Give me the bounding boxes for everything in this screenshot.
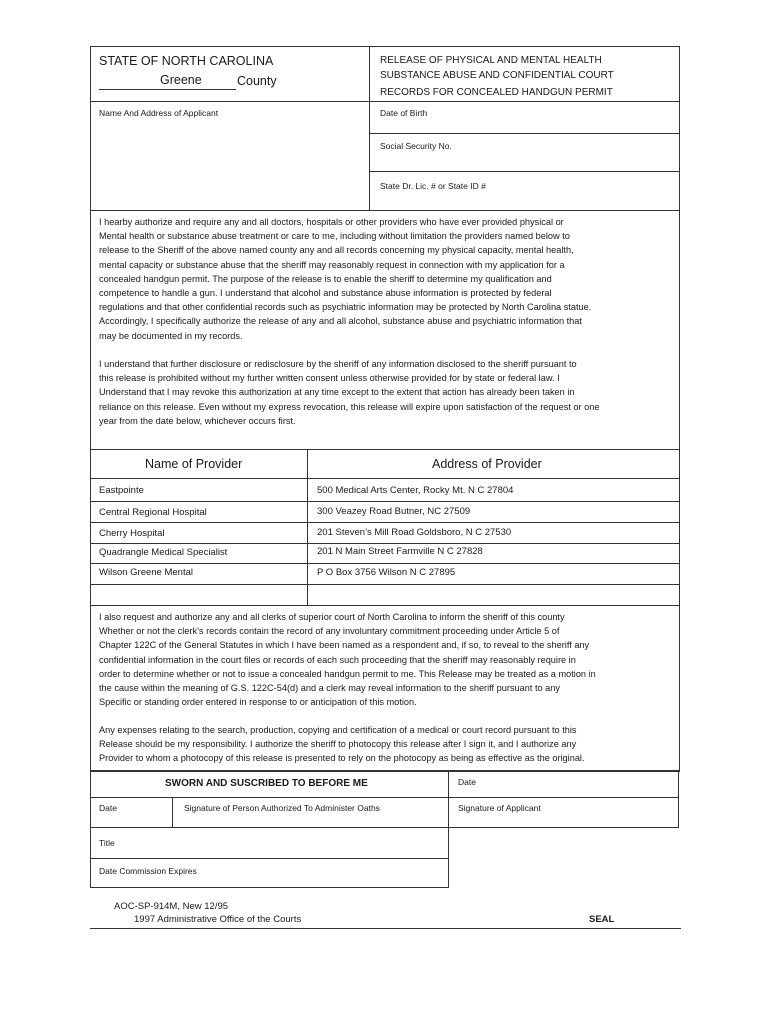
- court-paragraph: I also request and authorize any and all clerks of superior court of North Carolina to inform the sheriff of this county Whether or not the clerk’s records contain the record of any involuntary commitment proceeding under Article 5 of Chapter 122C of the General Statutes in which I have been named as a respondent and, if so, to reveal to the sheriff any confidential information in the court files or records of each such proceeding that the sheriff may reasonably require in order to determine whether or not to issue a concealed handgun permit to me. This Release may be treated as a motion in the cause within the meaning of G.S. 122C-54(d) and a clerk may reveal information to the sheriff pursuant to any Specific or standing order entered in response to or anticipation of this motion.: [99, 612, 596, 708]
- county-field[interactable]: [99, 73, 236, 90]
- form-title-line-1: RELEASE OF PHYSICAL AND MENTAL HEALTH: [380, 55, 602, 66]
- provider-address: 201 Steven’s Mill Road Goldsboro, N C 27530: [317, 527, 512, 538]
- provider-address: 500 Medical Arts Center, Rocky Mt. N C 27804: [317, 485, 514, 496]
- applicant-signature-label: Signature of Applicant: [458, 803, 541, 813]
- applicant-date-label: Date: [458, 777, 476, 787]
- provider-row[interactable]: [91, 479, 678, 500]
- title-label: Title: [99, 838, 115, 848]
- dob-field[interactable]: [371, 120, 676, 132]
- applicant-date-field[interactable]: [450, 788, 676, 796]
- provider-name: Eastpointe: [99, 485, 144, 496]
- ssn-field[interactable]: [371, 152, 676, 170]
- form-number: AOC-SP-914M, New 12/95: [114, 901, 229, 912]
- provider-row[interactable]: [91, 585, 678, 604]
- provider-address: 300 Veazey Road Butner, NC 27509: [317, 506, 471, 517]
- provider-name: Cherry Hospital: [99, 528, 165, 539]
- state-title: STATE OF NORTH CAROLINA: [99, 54, 274, 68]
- provider-address: P O Box 3756 Wilson N C 27895: [317, 567, 456, 578]
- form-title-line-3: RECORDS FOR CONCEALED HANDGUN PERMIT: [380, 87, 613, 98]
- officer-signature-label: Signature of Person Authorized To Administer Oaths: [184, 803, 380, 813]
- form-title-line-2: SUBSTANCE ABUSE AND CONFIDENTIAL COURT: [380, 70, 614, 81]
- license-field[interactable]: [371, 193, 676, 208]
- expenses-paragraph: Any expenses relating to the search, production, copying and certification of a medical or court record pursuant to this Release should be my responsibility. I authorize the sheriff to photocopy this release after I sign it, and I authorize any Provider to whom a photocopy of this release is presented to rely on the photocopy as being as effective as the original.: [99, 725, 585, 764]
- provider-name: Wilson Greene Mental: [99, 567, 193, 578]
- provider-row[interactable]: [91, 523, 678, 543]
- provider-row[interactable]: [91, 502, 678, 522]
- title-field[interactable]: [92, 849, 446, 857]
- officer-signature-field[interactable]: [174, 814, 446, 826]
- officer-date-field[interactable]: [92, 814, 170, 826]
- provider-name-header: Name of Provider: [145, 457, 243, 471]
- seal-label: SEAL: [589, 914, 615, 925]
- county-value: Greene: [160, 73, 202, 87]
- applicant-signature-field[interactable]: [450, 814, 676, 826]
- authorization-paragraph-1: I hearby authorize and require any and all doctors, hospitals or other providers who have ever provided physical or Mental health or substance abuse treatment or care to me, including without limitation the providers named below to release to the Sheriff of the above named county any and all records concerning my physical capacity, mental health, mental capacity or substance abuse that the sheriff may reasonably request in connection with my application for a concealed handgun permit. The purpose of the release is to enable the sheriff to determine my qualification and competence to handle a gun. I understand that alcohol and substance abuse information is protected by federal regulations and that other confidential records such as psychiatric information may be protected by North Carolina statue. Accordingly, I specifically authorize the release of any and all alcohol, substance abuse and psychiatric information that may be documented in my records.: [99, 217, 592, 341]
- ssn-label: Social Security No.: [380, 141, 452, 151]
- provider-name: Quadrangle Medical Specialist: [99, 547, 228, 558]
- county-label: County: [237, 74, 277, 88]
- provider-name: Central Regional Hospital: [99, 507, 207, 518]
- provider-address-header: Address of Provider: [432, 457, 542, 471]
- license-label: State Dr. Lic. # or State ID #: [380, 181, 486, 191]
- commission-label: Date Commission Expires: [99, 866, 197, 876]
- officer-date-label: Date: [99, 803, 117, 813]
- office-name: 1997 Administrative Office of the Courts: [134, 914, 302, 925]
- sworn-title: SWORN AND SUSCRIBED TO BEFORE ME: [165, 778, 368, 789]
- commission-field[interactable]: [92, 876, 446, 886]
- provider-address: 201 N Main Street Farmville N C 27828: [317, 546, 483, 557]
- provider-row[interactable]: [91, 544, 678, 563]
- applicant-name-address-field[interactable]: [92, 120, 367, 208]
- provider-row[interactable]: [91, 564, 678, 584]
- applicant-name-address-label: Name And Address of Applicant: [99, 108, 219, 118]
- dob-label: Date of Birth: [380, 108, 428, 118]
- authorization-paragraph-2: I understand that further disclosure or redisclosure by the sheriff of any information disclosed to the sheriff pursuant to this release is prohibited without my further written consent unless otherwise provided for by state or federal law. I Understand that I may revoke this authorization at any time except to the extent that action has already been taken in reliance on this release. Even without my express revocation, this release will expire upon satisfaction of the request or one year from the date below, whichever occurs first.: [99, 359, 600, 426]
